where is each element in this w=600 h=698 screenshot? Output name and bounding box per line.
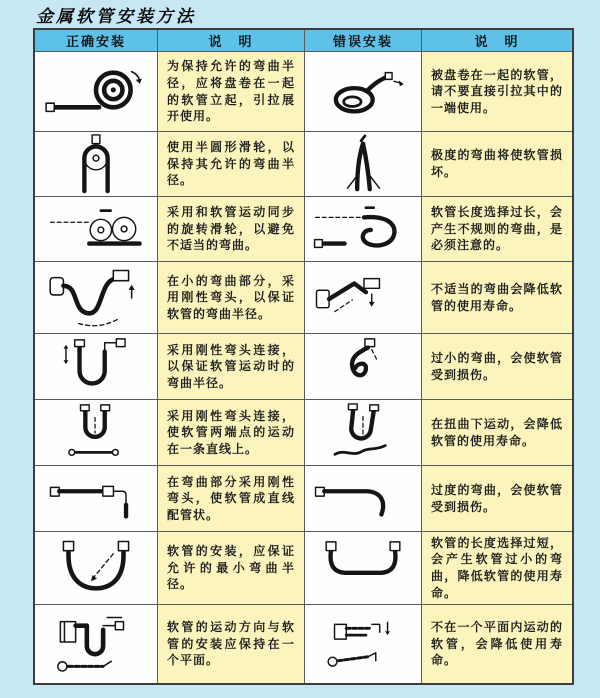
table-row — [35, 333, 157, 399]
rigid-elbow-small-bend-icon — [40, 265, 152, 331]
table-row — [421, 531, 572, 604]
table-row — [304, 196, 421, 261]
wrong-description: 软管长度选择过长，会产生不规则的弯曲，是必须注意的。 — [431, 205, 563, 253]
wrong-description: 不适当的弯曲会降低软管的使用寿命。 — [431, 281, 563, 313]
table-row — [35, 399, 157, 465]
semicircular-pulley-support-icon — [42, 133, 150, 195]
table-row — [304, 131, 421, 196]
header-correct-install: 正确安装 — [35, 30, 157, 51]
extreme-bend-hanging-icon — [309, 133, 417, 195]
wrong-description: 过小的弯曲，会使软管受到损伤。 — [431, 350, 563, 382]
twisted-motion-u-bend-icon — [309, 402, 417, 464]
header-wrong-description: 说 明 — [421, 30, 572, 51]
correct-description: 软管的运动方向与软管的安装应保持在一个平面。 — [167, 620, 295, 668]
table-row — [421, 604, 572, 683]
table-row — [157, 399, 304, 465]
table-row — [421, 333, 572, 399]
table-row — [304, 261, 421, 333]
installation-methods-table — [33, 28, 574, 685]
table-row — [157, 51, 304, 131]
table-row — [304, 51, 421, 131]
table-row — [304, 399, 421, 465]
table-row — [304, 333, 421, 399]
table-row — [35, 131, 157, 196]
correct-description: 采用和软管运动同步的旋转滑轮，以避免不适当的弯曲。 — [167, 205, 295, 253]
minimum-bend-radius-u-icon — [40, 535, 152, 601]
wrong-description: 过度的弯曲，会使软管受到损伤。 — [431, 482, 563, 514]
table-row — [421, 465, 572, 531]
correct-description: 使用半圆形滑轮，以保持其允许的弯曲半径。 — [167, 140, 295, 188]
table-row — [157, 465, 304, 531]
correct-description: 为保持允许的弯曲半径，应将盘卷在一起的软管立起，引拉展开使用。 — [167, 59, 295, 124]
improper-bend-at-joint-icon — [309, 267, 417, 329]
synchronized-rotating-pulleys-icon — [42, 198, 150, 260]
table-row — [421, 131, 572, 196]
too-small-bend-icon — [309, 336, 417, 398]
correct-description: 采用刚性弯头连接，使软管两端点的运动在一条直线上。 — [167, 408, 295, 456]
table-row — [35, 51, 157, 131]
wrong-description: 在扭曲下运动，会降低软管的使用寿命。 — [431, 416, 563, 448]
table-row — [35, 261, 157, 333]
header-wrong-install: 错误安装 — [304, 30, 421, 51]
table-row — [35, 604, 157, 683]
table-row — [421, 261, 572, 333]
table-row — [157, 196, 304, 261]
wrong-description: 不在一个平面内运动的软管，会降低使用寿命。 — [431, 620, 563, 668]
table-row — [157, 261, 304, 333]
table-row — [421, 399, 572, 465]
wrong-description: 软管的长度选择过短，会产生软管过小的弯曲，降低软管的使用寿命。 — [431, 535, 563, 600]
correct-description: 在小的弯曲部分，采用刚性弯头，以保证软管的弯曲半径。 — [167, 273, 295, 321]
wrong-description: 极度的弯曲将使软管损坏。 — [431, 148, 563, 179]
table-row — [35, 465, 157, 531]
same-plane-installation-icon — [40, 610, 152, 678]
rigid-elbow-straight-piping-icon — [42, 468, 150, 530]
table-row — [421, 51, 572, 131]
rigid-elbow-connection-u-bend-icon — [42, 336, 150, 398]
header-correct-description: 说 明 — [157, 30, 304, 51]
table-row — [304, 604, 421, 683]
out-of-plane-motion-icon — [309, 612, 417, 676]
standing-coil-pull-out-icon — [40, 59, 152, 125]
correct-description: 在弯曲部分采用刚性弯头，使软管成直线配管状。 — [167, 474, 295, 522]
too-short-hose-flat-bend-icon — [309, 537, 417, 599]
page-title: 金属软管安装方法 — [36, 7, 196, 26]
table-row — [157, 131, 304, 196]
rigid-elbow-inline-motion-icon — [42, 402, 150, 464]
table-row — [35, 196, 157, 261]
table-row — [421, 196, 572, 261]
correct-description: 采用刚性弯头连接，以保证软管运动时的弯曲半径。 — [167, 342, 295, 390]
table-row — [35, 531, 157, 604]
correct-description: 软管的安装，应保证允许的最小弯曲半径。 — [167, 544, 295, 592]
table-row — [157, 604, 304, 683]
overlong-hose-irregular-bend-icon — [309, 198, 417, 260]
table-row — [157, 531, 304, 604]
table-row — [304, 465, 421, 531]
table-row — [157, 333, 304, 399]
coiled-hose-direct-pull-icon — [309, 61, 417, 123]
table-row — [304, 531, 421, 604]
wrong-description: 被盘卷在一起的软管，请不要直接引拉其中的一端使用。 — [431, 67, 563, 115]
excessive-bend-icon — [309, 468, 417, 530]
